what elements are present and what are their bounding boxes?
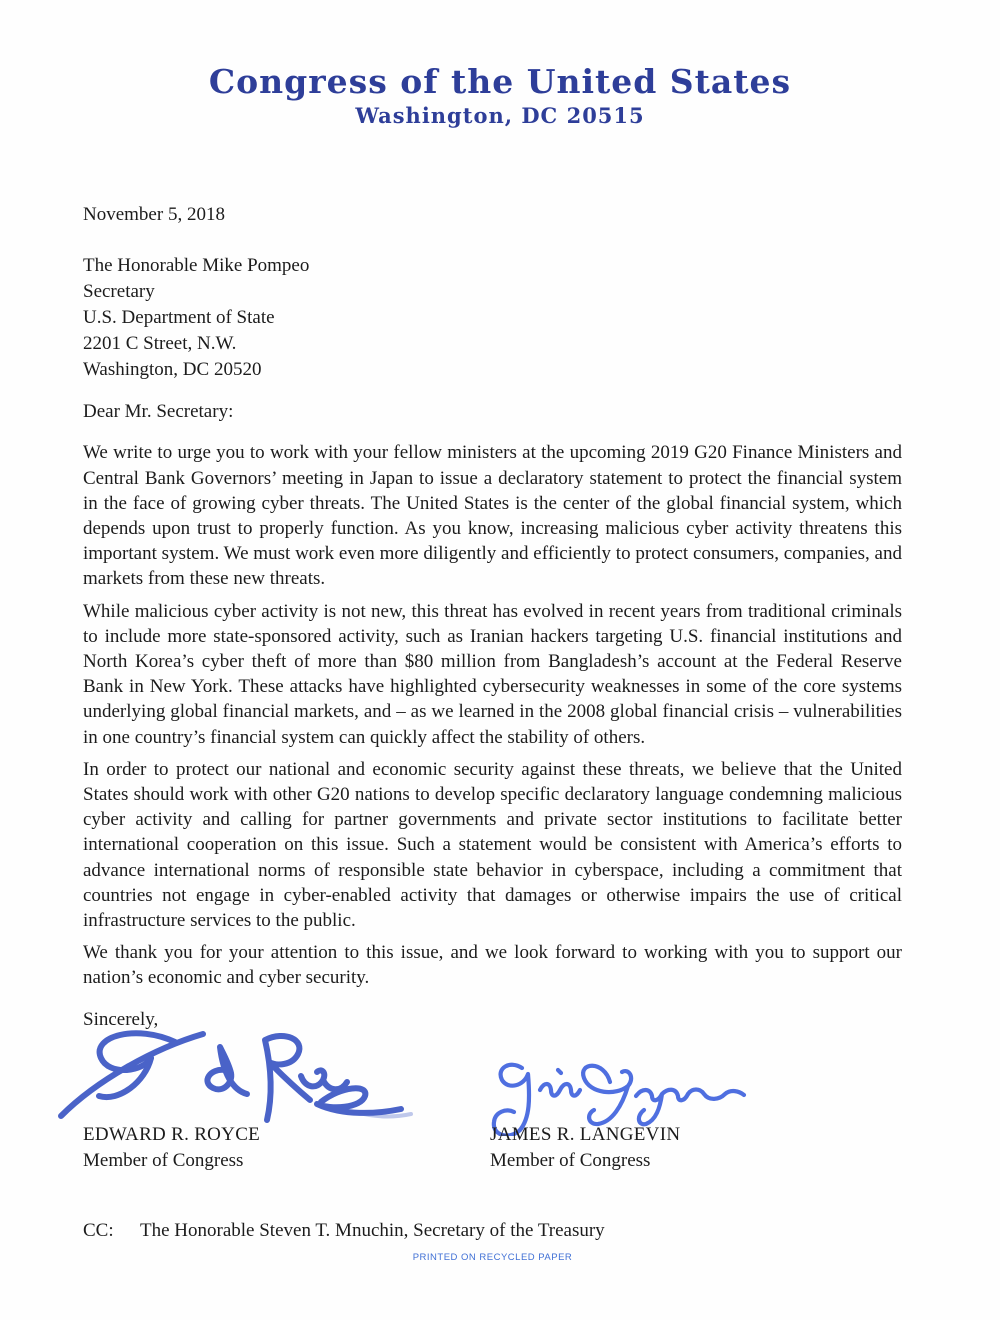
signature-block [83,1028,902,1178]
body-paragraph-1: We write to urge you to work with your fellow ministers at the upcoming 2019 G20 Finance Ministers and Central Bank Governors’ meeting in Japan to issue a declaratory statement to protect the financial system in the face of growing cyber threats. The United States is the center of the global financial system, which depends upon trust to properly function. As you know, increasing malicious cyber activity threatens this important system. We must work even more diligently and efficiently to protect consumers, companies, and markets from these new threats. [83,442,902,590]
recipient-line: 2201 C Street, N.W. [83,333,237,355]
letterhead-title: Congress of the United States [208,62,792,101]
signer-langevin [490,1122,680,1174]
salutation: Dear Mr. Secretary: [83,401,234,423]
signer-title-text: Member of Congress [83,1149,244,1171]
recipient-line: The Honorable Mike Pompeo [83,255,310,277]
signer-name-text: JAMES R. LANGEVIN [490,1123,681,1145]
recipient-line: Secretary [83,281,155,303]
signer-royce [83,1122,260,1174]
letterhead-subtitle: Washington, DC 20515 [355,103,645,128]
recipient-address [83,253,902,383]
cc-line [83,1218,902,1243]
signer-name-text: EDWARD R. ROYCE [83,1123,261,1145]
recipient-line: Washington, DC 20520 [83,359,262,381]
royce-signature-ink [55,1028,415,1128]
letterhead [0,0,1000,130]
letter-date: November 5, 2018 [83,204,225,225]
letter-content [0,202,1000,1270]
body-paragraph-4: We thank you for your attention to this issue, and we look forward to working with you to support our nation’s economic and cyber security. [83,942,902,989]
signer-title-text: Member of Congress [490,1149,651,1171]
body-paragraph-2: While malicious cyber activity is not new, this threat has evolved in recent years from traditional criminals to include more state-sponsored activity, such as Iranian hackers targeting U.S. financial institutions and North Korea’s cyber theft of more than $80 million from Bangladesh’s account at the Federal Reserve Bank in New York. These attacks have highlighted cybersecurity weaknesses in some of the core systems underlying global financial markets, and – as we learned in the 2008 global financial crisis – vulnerabilities in one country’s financial system can quickly affect the stability of others. [83,600,902,748]
recipient-line: U.S. Department of State [83,307,275,329]
cc-text: The Honorable Steven T. Mnuchin, Secretary of the Treasury [140,1219,605,1241]
closing-salutation: Sincerely, [83,1008,159,1030]
cc-label: CC: [83,1219,114,1241]
body-paragraph-3: In order to protect our national and economic security against these threats, we believe that the United States should work with other G20 nations to develop specific declaratory language condemning malicious cyber activity and calling for partner governments and private sector institutions to facilitate better international cooperation on this issue. Such a statement would be consistent with America’s efforts to advance international norms of responsible state behavior in cyberspace, including a commitment that countries not engage in cyber-enabled activity that damages or otherwise impairs the use of critical infrastructure services to the public. [83,758,902,932]
recycled-paper-notice: PRINTED ON RECYCLED PAPER [412,1252,573,1264]
